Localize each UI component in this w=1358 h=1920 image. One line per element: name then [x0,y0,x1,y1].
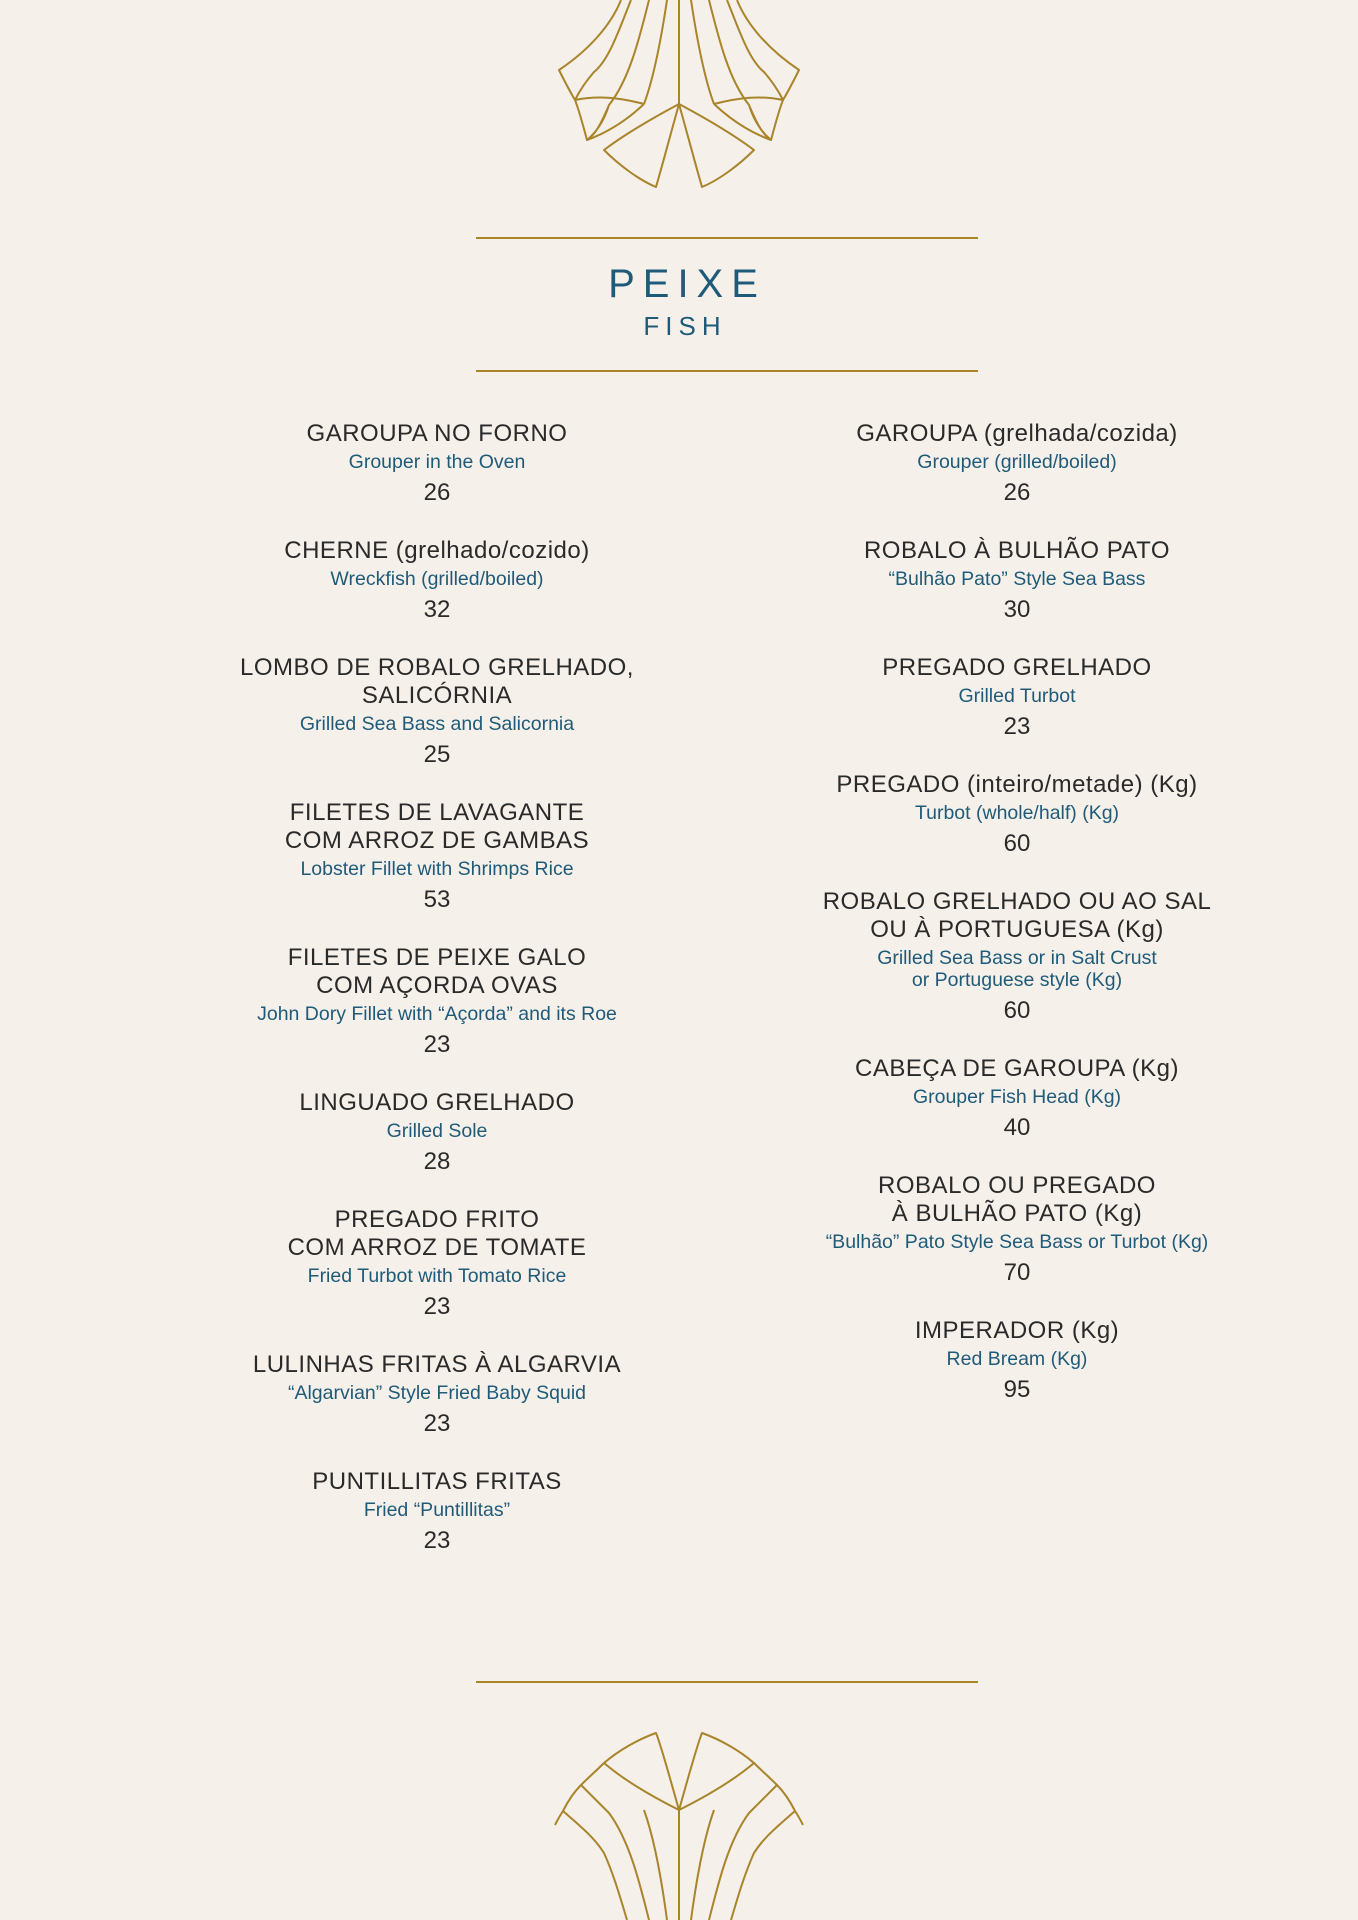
item-name-pt: IMPERADOR (Kg) [914,1317,1120,1344]
divider-top [476,237,978,239]
menu-item [717,654,1317,741]
item-name-en: Grilled Sea Bass and Salicornia [299,713,575,735]
item-name-pt: CHERNE (grelhado/cozido) [284,537,590,564]
item-price: 40 [1003,1114,1031,1141]
menu-item [137,1468,737,1555]
item-name-pt: LINGUADO GRELHADO [299,1089,575,1116]
item-price: 26 [423,479,451,506]
item-name-pt: FILETES DE LAVAGANTE COM ARROZ DE GAMBAS [284,799,590,854]
item-name-en: Fried Turbot with Tomato Rice [307,1265,567,1287]
item-name-pt: LOMBO DE ROBALO GRELHADO, SALICÓRNIA [240,654,634,709]
item-name-en: Turbot (whole/half) (Kg) [914,802,1120,824]
item-name-en: “Bulhão” Pato Style Sea Bass or Turbot (Kg) [825,1231,1209,1253]
item-price: 26 [1003,479,1031,506]
menu-item [717,1172,1317,1287]
menu-item [717,420,1317,507]
item-price: 60 [1003,830,1031,857]
item-name-pt: GAROUPA NO FORNO [306,420,568,447]
item-name-pt: PUNTILLITAS FRITAS [312,1468,562,1495]
menu-item [137,1089,737,1176]
item-price: 23 [423,1031,451,1058]
item-name-en: Lobster Fillet with Shrimps Rice [300,858,574,880]
item-name-en: Grilled Sea Bass or in Salt Crust or Portuguese style (Kg) [877,947,1157,991]
menu-item [717,771,1317,858]
item-price: 25 [423,741,451,768]
menu-item [137,537,737,624]
item-name-en: John Dory Fillet with “Açorda” and its Roe [257,1003,617,1025]
item-name-pt: ROBALO OU PREGADO À BULHÃO PATO (Kg) [878,1172,1156,1227]
menu-item [137,1206,737,1321]
menu-item [717,888,1317,1025]
item-name-pt: FILETES DE PEIXE GALO COM AÇORDA OVAS [287,944,587,999]
item-price: 23 [423,1527,451,1554]
menu-item [717,1055,1317,1142]
item-price: 23 [423,1410,451,1437]
item-price: 53 [423,886,451,913]
item-name-en: Grouper Fish Head (Kg) [912,1086,1122,1108]
menu-column-left [137,420,737,1585]
item-price: 23 [1003,713,1031,740]
menu-column-right [717,420,1317,1434]
item-name-pt: CABEÇA DE GAROUPA (Kg) [855,1055,1179,1082]
item-name-pt: LULINHAS FRITAS À ALGARVIA [252,1351,622,1378]
divider-below-title [476,370,978,372]
menu-item [717,537,1317,624]
item-name-pt: ROBALO GRELHADO OU AO SAL OU À PORTUGUESA (Kg) [822,888,1212,943]
item-name-en: Red Bream (Kg) [946,1348,1088,1370]
item-price: 28 [423,1148,451,1175]
menu-item [137,420,737,507]
item-price: 32 [423,596,451,623]
menu-item [137,944,737,1059]
item-price: 95 [1003,1376,1031,1403]
item-name-en: Grilled Turbot [958,685,1076,707]
menu-item [137,799,737,914]
item-name-en: Grouper (grilled/boiled) [917,451,1117,473]
item-name-en: “Algarvian” Style Fried Baby Squid [287,1382,587,1404]
shell-fan-ornament-icon [0,1725,1358,1920]
item-price: 60 [1003,997,1031,1024]
item-name-pt: PREGADO FRITO COM ARROZ DE TOMATE [287,1206,587,1261]
item-name-en: “Bulhão Pato” Style Sea Bass [888,568,1146,590]
item-name-pt: PREGADO GRELHADO [882,654,1152,681]
section-subtitle: FISH [643,311,727,341]
item-name-en: Fried “Puntillitas” [363,1499,511,1521]
item-name-en: Wreckfish (grilled/boiled) [330,568,544,590]
item-name-pt: GAROUPA (grelhada/cozida) [856,420,1178,447]
shell-fan-ornament-icon [0,0,1358,190]
section-title: PEIXE [608,262,766,306]
menu-item [717,1317,1317,1404]
menu-item [137,1351,737,1438]
item-name-pt: PREGADO (inteiro/metade) (Kg) [836,771,1198,798]
item-name-en: Grouper in the Oven [348,451,526,473]
item-price: 23 [423,1293,451,1320]
item-price: 30 [1003,596,1031,623]
item-name-pt: ROBALO À BULHÃO PATO [863,537,1171,564]
divider-bottom [476,1681,978,1683]
item-price: 70 [1003,1259,1031,1286]
item-name-en: Grilled Sole [386,1120,488,1142]
menu-item [137,654,737,769]
